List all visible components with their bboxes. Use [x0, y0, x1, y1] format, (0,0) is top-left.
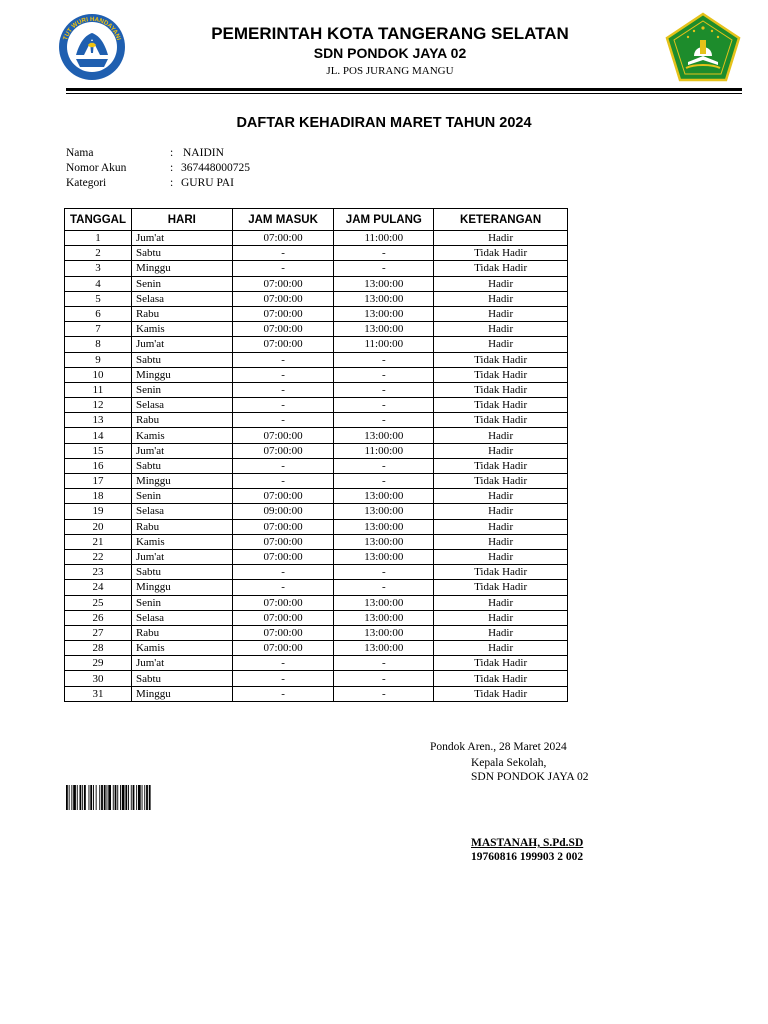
cell-tanggal: 16: [65, 458, 132, 473]
table-row: [65, 641, 568, 656]
cell-tanggal: 17: [65, 474, 132, 489]
cell-keterangan: Hadir: [434, 549, 568, 564]
cell-tanggal: 4: [65, 276, 132, 291]
cell-keterangan: Tidak Hadir: [434, 671, 568, 686]
school-address: JL. POS JURANG MANGU: [326, 65, 454, 77]
table-row: [65, 261, 568, 276]
cell-jam-masuk: -: [232, 382, 334, 397]
cell-jam-pulang: 13:00:00: [334, 641, 434, 656]
cell-jam-masuk: -: [232, 474, 334, 489]
cell-tanggal: 7: [65, 322, 132, 337]
cell-hari: Selasa: [131, 504, 232, 519]
table-row: [65, 458, 568, 473]
cell-jam-pulang: -: [334, 671, 434, 686]
table-row: [65, 549, 568, 564]
cell-hari: Rabu: [131, 519, 232, 534]
info-value: NAIDIN: [183, 147, 224, 159]
cell-jam-masuk: 07:00:00: [232, 519, 334, 534]
signature-place-date: Pondok Aren., 28 Maret 2024: [430, 741, 567, 753]
cell-keterangan: Tidak Hadir: [434, 580, 568, 595]
cell-jam-masuk: -: [232, 580, 334, 595]
info-label: Nama: [66, 147, 94, 159]
cell-hari: Sabtu: [131, 352, 232, 367]
table-row: [65, 398, 568, 413]
cell-jam-masuk: -: [232, 352, 334, 367]
cell-keterangan: Tidak Hadir: [434, 458, 568, 473]
cell-hari: Jum'at: [131, 549, 232, 564]
cell-jam-pulang: -: [334, 246, 434, 261]
cell-jam-pulang: -: [334, 398, 434, 413]
table-header-row: [65, 209, 568, 231]
cell-tanggal: 18: [65, 489, 132, 504]
cell-keterangan: Hadir: [434, 306, 568, 321]
cell-jam-masuk: -: [232, 367, 334, 382]
cell-jam-masuk: 09:00:00: [232, 504, 334, 519]
cell-keterangan: Tidak Hadir: [434, 565, 568, 580]
cell-jam-pulang: 13:00:00: [334, 306, 434, 321]
cell-jam-pulang: -: [334, 413, 434, 428]
cell-jam-pulang: -: [334, 565, 434, 580]
table-row: [65, 337, 568, 352]
cell-jam-pulang: 11:00:00: [334, 337, 434, 352]
table-row: [65, 428, 568, 443]
cell-jam-pulang: 11:00:00: [334, 231, 434, 246]
cell-tanggal: 13: [65, 413, 132, 428]
cell-keterangan: Tidak Hadir: [434, 352, 568, 367]
cell-tanggal: 28: [65, 641, 132, 656]
cell-hari: Selasa: [131, 291, 232, 306]
table-row: [65, 352, 568, 367]
cell-jam-pulang: 13:00:00: [334, 549, 434, 564]
cell-tanggal: 25: [65, 595, 132, 610]
cell-hari: Rabu: [131, 306, 232, 321]
cell-hari: Minggu: [131, 580, 232, 595]
cell-hari: Senin: [131, 595, 232, 610]
cell-keterangan: Hadir: [434, 625, 568, 640]
cell-tanggal: 5: [65, 291, 132, 306]
table-row: [65, 443, 568, 458]
cell-jam-masuk: 07:00:00: [232, 276, 334, 291]
header-divider-thin: [66, 93, 742, 94]
info-value: 367448000725: [181, 162, 250, 174]
cell-hari: Kamis: [131, 641, 232, 656]
cell-jam-pulang: 13:00:00: [334, 610, 434, 625]
cell-jam-masuk: -: [232, 565, 334, 580]
cell-hari: Jum'at: [131, 337, 232, 352]
header-tanggal: TANGGAL: [65, 209, 132, 231]
cell-hari: Minggu: [131, 367, 232, 382]
cell-hari: Jum'at: [131, 443, 232, 458]
cell-jam-masuk: 07:00:00: [232, 641, 334, 656]
cell-tanggal: 22: [65, 549, 132, 564]
cell-hari: Kamis: [131, 428, 232, 443]
cell-keterangan: Hadir: [434, 443, 568, 458]
table-row: [65, 671, 568, 686]
cell-keterangan: Hadir: [434, 641, 568, 656]
cell-jam-pulang: 13:00:00: [334, 276, 434, 291]
cell-jam-masuk: -: [232, 656, 334, 671]
cell-hari: Minggu: [131, 261, 232, 276]
cell-jam-pulang: -: [334, 261, 434, 276]
info-colon: :: [170, 147, 174, 159]
cell-jam-masuk: -: [232, 458, 334, 473]
cell-hari: Sabtu: [131, 671, 232, 686]
cell-jam-masuk: 07:00:00: [232, 291, 334, 306]
table-row: [65, 595, 568, 610]
cell-tanggal: 29: [65, 656, 132, 671]
cell-keterangan: Hadir: [434, 504, 568, 519]
cell-keterangan: Hadir: [434, 610, 568, 625]
table-row: [65, 322, 568, 337]
cell-jam-pulang: 13:00:00: [334, 595, 434, 610]
cell-keterangan: Tidak Hadir: [434, 413, 568, 428]
cell-jam-masuk: 07:00:00: [232, 534, 334, 549]
cell-jam-pulang: 13:00:00: [334, 534, 434, 549]
cell-jam-pulang: -: [334, 474, 434, 489]
cell-keterangan: Hadir: [434, 428, 568, 443]
cell-jam-masuk: -: [232, 686, 334, 701]
cell-hari: Senin: [131, 489, 232, 504]
header-keterangan: KETERANGAN: [434, 209, 568, 231]
cell-keterangan: Hadir: [434, 595, 568, 610]
cell-jam-pulang: 13:00:00: [334, 322, 434, 337]
table-row: [65, 291, 568, 306]
cell-keterangan: Hadir: [434, 276, 568, 291]
cell-hari: Selasa: [131, 610, 232, 625]
cell-jam-masuk: 07:00:00: [232, 306, 334, 321]
cell-tanggal: 31: [65, 686, 132, 701]
cell-hari: Selasa: [131, 398, 232, 413]
cell-jam-masuk: 07:00:00: [232, 231, 334, 246]
government-name: PEMERINTAH KOTA TANGERANG SELATAN: [211, 24, 569, 43]
table-row: [65, 565, 568, 580]
cell-keterangan: Tidak Hadir: [434, 367, 568, 382]
logo-left-motto: TUT WURI HANDAYANI: [62, 15, 123, 42]
info-value: GURU PAI: [181, 177, 234, 189]
kemenag-logo: [664, 12, 742, 82]
cell-jam-pulang: 13:00:00: [334, 428, 434, 443]
cell-hari: Rabu: [131, 625, 232, 640]
cell-tanggal: 15: [65, 443, 132, 458]
table-row: [65, 580, 568, 595]
table-row: [65, 625, 568, 640]
cell-keterangan: Hadir: [434, 337, 568, 352]
cell-tanggal: 3: [65, 261, 132, 276]
cell-tanggal: 26: [65, 610, 132, 625]
cell-jam-masuk: 07:00:00: [232, 428, 334, 443]
cell-tanggal: 19: [65, 504, 132, 519]
cell-hari: Minggu: [131, 686, 232, 701]
header-hari: HARI: [131, 209, 232, 231]
cell-keterangan: Tidak Hadir: [434, 474, 568, 489]
cell-jam-masuk: -: [232, 398, 334, 413]
signature-role: Kepala Sekolah,: [471, 757, 547, 769]
cell-jam-masuk: 07:00:00: [232, 595, 334, 610]
table-row: [65, 306, 568, 321]
cell-jam-pulang: 13:00:00: [334, 489, 434, 504]
cell-jam-masuk: 07:00:00: [232, 489, 334, 504]
cell-hari: Senin: [131, 382, 232, 397]
table-row: [65, 474, 568, 489]
cell-jam-pulang: 11:00:00: [334, 443, 434, 458]
cell-tanggal: 21: [65, 534, 132, 549]
cell-jam-pulang: -: [334, 656, 434, 671]
table-row: [65, 610, 568, 625]
cell-keterangan: Tidak Hadir: [434, 656, 568, 671]
cell-hari: Minggu: [131, 474, 232, 489]
cell-jam-masuk: -: [232, 413, 334, 428]
table-row: [65, 276, 568, 291]
cell-hari: Senin: [131, 276, 232, 291]
signature-nip: 19760816 199903 2 002: [471, 851, 584, 863]
cell-keterangan: Tidak Hadir: [434, 382, 568, 397]
cell-jam-masuk: 07:00:00: [232, 443, 334, 458]
cell-jam-pulang: 13:00:00: [334, 504, 434, 519]
signature-school: SDN PONDOK JAYA 02: [471, 771, 589, 783]
cell-jam-masuk: 07:00:00: [232, 322, 334, 337]
table-row: [65, 382, 568, 397]
cell-tanggal: 14: [65, 428, 132, 443]
cell-hari: Jum'at: [131, 656, 232, 671]
cell-hari: Kamis: [131, 534, 232, 549]
cell-tanggal: 6: [65, 306, 132, 321]
cell-tanggal: 11: [65, 382, 132, 397]
cell-hari: Kamis: [131, 322, 232, 337]
info-label: Nomor Akun: [66, 162, 127, 174]
cell-hari: Jum'at: [131, 231, 232, 246]
table-row: [65, 489, 568, 504]
cell-jam-masuk: 07:00:00: [232, 625, 334, 640]
header-divider-thick: [66, 88, 742, 91]
barcode-icon: [66, 785, 180, 810]
header-jam-masuk: JAM MASUK: [232, 209, 334, 231]
cell-jam-pulang: -: [334, 382, 434, 397]
cell-hari: Sabtu: [131, 246, 232, 261]
cell-tanggal: 20: [65, 519, 132, 534]
table-row: [65, 504, 568, 519]
cell-tanggal: 8: [65, 337, 132, 352]
cell-hari: Sabtu: [131, 565, 232, 580]
cell-keterangan: Hadir: [434, 519, 568, 534]
cell-keterangan: Tidak Hadir: [434, 398, 568, 413]
cell-tanggal: 10: [65, 367, 132, 382]
cell-keterangan: Hadir: [434, 231, 568, 246]
table-body: [65, 231, 568, 702]
cell-jam-pulang: 13:00:00: [334, 625, 434, 640]
cell-keterangan: Tidak Hadir: [434, 246, 568, 261]
cell-keterangan: Tidak Hadir: [434, 261, 568, 276]
cell-jam-pulang: -: [334, 352, 434, 367]
school-name: SDN PONDOK JAYA 02: [313, 45, 467, 61]
cell-jam-masuk: -: [232, 246, 334, 261]
cell-keterangan: Hadir: [434, 322, 568, 337]
cell-jam-pulang: 13:00:00: [334, 291, 434, 306]
table-row: [65, 656, 568, 671]
cell-jam-pulang: -: [334, 367, 434, 382]
cell-jam-masuk: 07:00:00: [232, 337, 334, 352]
table-row: [65, 534, 568, 549]
cell-jam-masuk: -: [232, 261, 334, 276]
cell-keterangan: Tidak Hadir: [434, 686, 568, 701]
table-row: [65, 246, 568, 261]
cell-jam-pulang: -: [334, 686, 434, 701]
table-row: [65, 686, 568, 701]
cell-jam-pulang: 13:00:00: [334, 519, 434, 534]
info-colon: :: [170, 177, 174, 189]
cell-tanggal: 30: [65, 671, 132, 686]
cell-jam-masuk: 07:00:00: [232, 549, 334, 564]
cell-jam-masuk: 07:00:00: [232, 610, 334, 625]
table-row: [65, 367, 568, 382]
table-row: [65, 519, 568, 534]
info-colon: :: [170, 162, 174, 174]
info-label: Kategori: [66, 177, 107, 189]
signature-name: MASTANAH, S.Pd.SD: [471, 837, 584, 849]
document-title: DAFTAR KEHADIRAN MARET TAHUN 2024: [236, 115, 532, 131]
cell-tanggal: 27: [65, 625, 132, 640]
cell-tanggal: 1: [65, 231, 132, 246]
header-jam-pulang: JAM PULANG: [334, 209, 434, 231]
cell-hari: Rabu: [131, 413, 232, 428]
table-row: [65, 413, 568, 428]
cell-jam-pulang: -: [334, 458, 434, 473]
cell-tanggal: 2: [65, 246, 132, 261]
cell-keterangan: Hadir: [434, 534, 568, 549]
tut-wuri-handayani-logo: [54, 11, 130, 81]
cell-keterangan: Hadir: [434, 489, 568, 504]
table-row: [65, 231, 568, 246]
cell-tanggal: 9: [65, 352, 132, 367]
cell-tanggal: 23: [65, 565, 132, 580]
cell-keterangan: Hadir: [434, 291, 568, 306]
cell-tanggal: 12: [65, 398, 132, 413]
cell-jam-pulang: -: [334, 580, 434, 595]
cell-jam-masuk: -: [232, 671, 334, 686]
attendance-table: [64, 208, 568, 702]
cell-hari: Sabtu: [131, 458, 232, 473]
cell-tanggal: 24: [65, 580, 132, 595]
